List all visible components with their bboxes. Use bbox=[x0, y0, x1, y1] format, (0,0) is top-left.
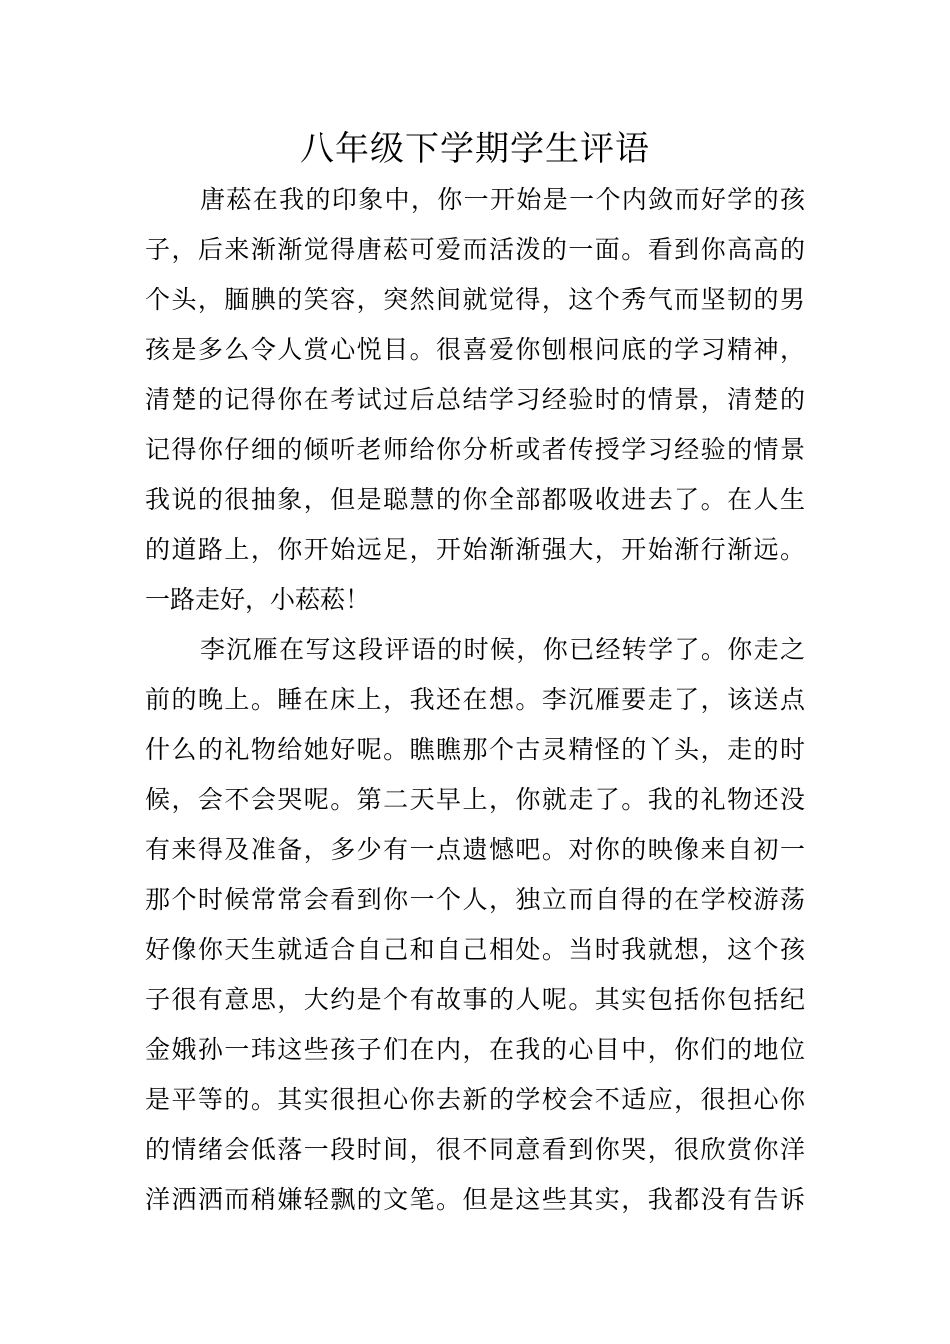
document-title: 八年级下学期学生评语 bbox=[300, 129, 650, 169]
text-line: 好像你天生就适合自己和自己相处。当时我就想，这个孩 bbox=[145, 935, 805, 964]
document-body bbox=[145, 175, 805, 1225]
text-line: 唐菘在我的印象中，你一开始是一个内敛而好学的孩 bbox=[200, 185, 805, 214]
text-line: 候，会不会哭呢。第二天早上，你就走了。我的礼物还没 bbox=[145, 785, 805, 814]
text-line: 一路走好，小菘菘！ bbox=[145, 585, 371, 614]
text-line: 有来得及准备，多少有一点遗憾吧。对你的映像来自初一 bbox=[145, 835, 805, 864]
text-line: 子，后来渐渐觉得唐菘可爱而活泼的一面。看到你高高的 bbox=[145, 235, 805, 264]
text-line: 个头，腼腆的笑容，突然间就觉得，这个秀气而坚韧的男 bbox=[145, 285, 805, 314]
text-line: 是平等的。其实很担心你去新的学校会不适应，很担心你 bbox=[145, 1085, 805, 1114]
text-line: 前的晚上。睡在床上，我还在想。李沉雁要走了，该送点 bbox=[145, 685, 805, 714]
text-line: 那个时候常常会看到你一个人，独立而自得的在学校游荡 bbox=[145, 885, 805, 914]
text-line: 的情绪会低落一段时间，很不同意看到你哭，很欣赏你洋 bbox=[145, 1135, 805, 1164]
text-line: 子很有意思，大约是个有故事的人呢。其实包括你包括纪 bbox=[145, 985, 805, 1014]
text-line: 我说的很抽象，但是聪慧的你全部都吸收进去了。在人生 bbox=[145, 485, 805, 514]
text-line: 记得你仔细的倾听老师给你分析或者传授学习经验的情景 bbox=[145, 435, 805, 464]
text-line: 什么的礼物给她好呢。瞧瞧那个古灵精怪的丫头，走的时 bbox=[145, 735, 805, 764]
text-line: 李沉雁在写这段评语的时候，你已经转学了。你走之 bbox=[200, 635, 805, 664]
text-line: 金娥孙一玮这些孩子们在内，在我的心目中，你们的地位 bbox=[145, 1035, 805, 1064]
text-line: 洋洒洒而稍嫌轻飘的文笔。但是这些其实，我都没有告诉 bbox=[145, 1185, 805, 1214]
text-line: 的道路上，你开始远足，开始渐渐强大，开始渐行渐远。 bbox=[145, 535, 805, 564]
text-line: 清楚的记得你在考试过后总结学习经验时的情景，清楚的 bbox=[145, 385, 805, 414]
text-line: 孩是多么令人赏心悦目。很喜爱你刨根问底的学习精神， bbox=[145, 335, 805, 364]
